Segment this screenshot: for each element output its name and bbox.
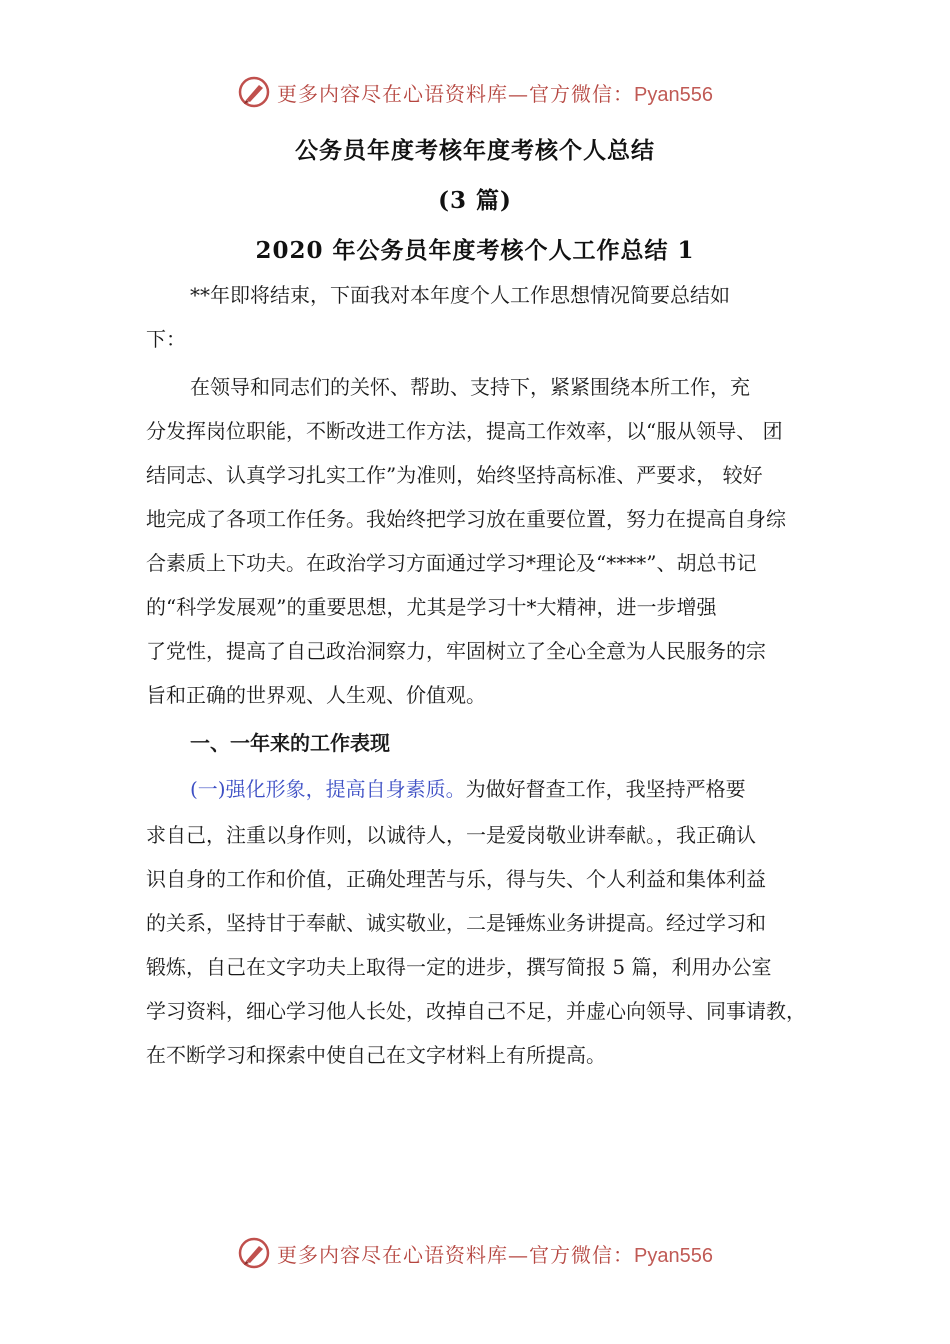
text-line: 求自己，注重以身作则，以诚待人，一是爱岗敬业讲奉献。，我正确认: [146, 823, 756, 847]
footer-banner: [0, 1233, 950, 1273]
doc-title-count: (3 篇): [438, 187, 512, 214]
doc-title: 公务员年度考核年度考核个人总结: [295, 137, 655, 164]
subsection-text: 为做好督查工作，我坚持严格要: [465, 777, 746, 801]
subsection-label: (一)强化形象，提高自身素质。: [190, 777, 466, 801]
subsection-first-line: [190, 776, 746, 802]
text-line: 识自身的工作和价值，正确处理苦与乐，得与失、个人利益和集体利益: [146, 867, 766, 891]
pen-logo-icon: [237, 1236, 271, 1270]
header-banner: [0, 72, 950, 112]
wechat-id: Pyan556: [634, 1244, 713, 1267]
text-line: 学习资料，细心学习他人长处，改掉自己不足，并虚心向领导、同事请教，: [146, 999, 806, 1023]
text-line: 的关系，坚持甘于奉献、诚实敬业，二是锤炼业务讲提高。经过学习和: [146, 911, 766, 935]
text-line: 的“科学发展观”的重要思想，尤其是学习十*大精神，进一步增强: [146, 595, 717, 619]
text-line: **年即将结束，下面我对本年度个人工作思想情况简要总结如: [190, 283, 730, 307]
wechat-id: Pyan556: [634, 83, 713, 106]
doc-subtitle: 2020 年公务员年度考核个人工作总结 1: [255, 237, 695, 264]
text-line: 在领导和同志们的关怀、帮助、支持下，紧紧围绕本所工作，充: [190, 375, 750, 399]
text-line: 旨和正确的世界观、人生观、价值观。: [146, 683, 486, 707]
text-line: 锻炼，自己在文字功夫上取得一定的进步，撰写简报 5 篇，利用办公室: [146, 955, 772, 979]
text-line: 地完成了各项工作任务。我始终把学习放在重要位置，努力在提高自身综: [146, 507, 786, 531]
section-heading: 一、一年来的工作表现: [190, 731, 390, 755]
text-line: 在不断学习和探索中使自己在文字材料上有所提高。: [146, 1043, 606, 1067]
text-line: 合素质上下功夫。在政治学习方面通过学习*理论及“****”、胡总书记: [146, 551, 757, 575]
banner-text: 更多内容尽在心语资料库—官方微信：Pyan556: [277, 1242, 713, 1267]
text-line: 分发挥岗位职能，不断改进工作方法，提高工作效率，以“服从领导、 团: [146, 419, 783, 443]
pen-logo-icon: [237, 75, 271, 109]
text-line: 了党性，提高了自己政治洞察力，牢固树立了全心全意为人民服务的宗: [146, 639, 766, 663]
text-line: 结同志、认真学习扎实工作”为准则，始终坚持高标准、严要求， 较好: [146, 463, 763, 487]
text-line: 下：: [146, 327, 186, 351]
banner-text: 更多内容尽在心语资料库—官方微信：Pyan556: [277, 81, 713, 106]
